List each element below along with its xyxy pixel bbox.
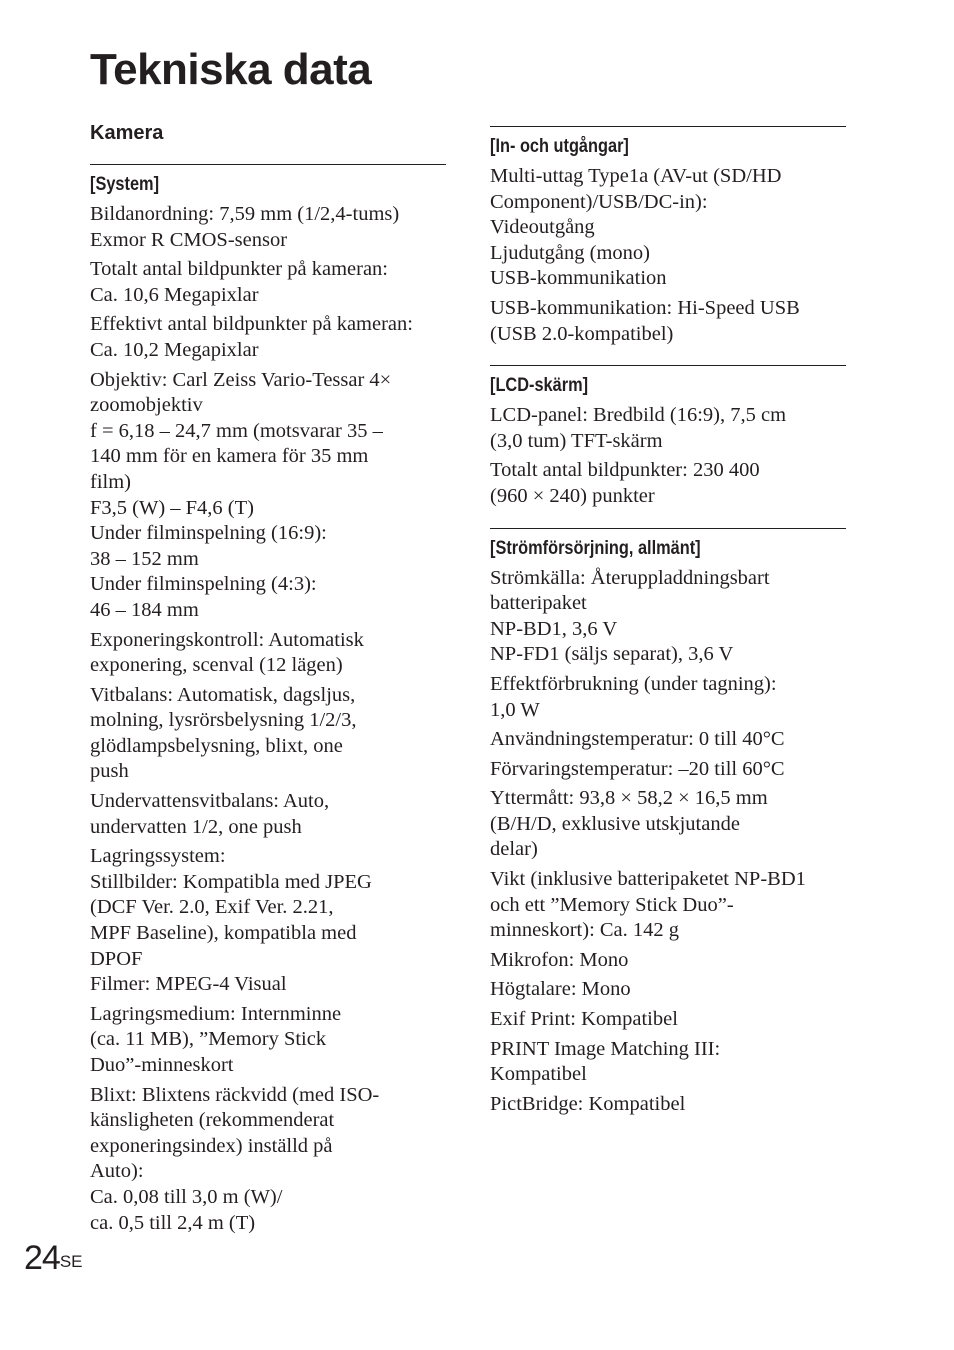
- spec-line: f = 6,18 – 24,7 mm (motsvarar 35 –: [90, 419, 383, 442]
- spec-line: 140 mm för en kamera för 35 mm: [90, 445, 369, 468]
- spec-line: Effektivt antal bildpunkter på kameran:: [90, 313, 413, 336]
- page-number-value: 24: [24, 1239, 60, 1277]
- spec-line: Förvaringstemperatur: –20 till 60°C: [490, 757, 785, 780]
- spec-line: NP-BD1, 3,6 V: [490, 617, 618, 640]
- spec-line: Objektiv: Carl Zeiss Vario-Tessar 4×: [90, 368, 392, 391]
- page-number-suffix: SE: [59, 1252, 83, 1271]
- spec-entry: [490, 948, 846, 974]
- spec-line: Högtalare: Mono: [490, 978, 631, 1001]
- spec-line: batteripaket: [490, 592, 587, 615]
- spec-line: (DCF Ver. 2.0, Exif Ver. 2.21,: [90, 896, 334, 919]
- spec-line: NP-FD1 (säljs separat), 3,6 V: [490, 643, 734, 666]
- spec-entry: [90, 1083, 446, 1237]
- spec-line: (ca. 11 MB), ”Memory Stick: [90, 1028, 327, 1051]
- spec-line: Blixt: Blixtens räckvidd (med ISO-: [90, 1083, 380, 1106]
- spec-line: Vitbalans: Automatisk, dagsljus,: [90, 683, 356, 706]
- spec-entry: [490, 672, 846, 723]
- spec-line: Stillbilder: Kompatibla med JPEG: [90, 870, 372, 893]
- spec-line: Duo”-minneskort: [90, 1054, 234, 1076]
- spec-line: DPOF: [90, 947, 143, 970]
- spec-entry: [90, 844, 446, 998]
- section-heading: [Strömförsörjning, allmänt]: [490, 537, 701, 559]
- spec-line: och ett ”Memory Stick Duo”-: [490, 893, 734, 916]
- spec-line: USB-kommunikation: [490, 267, 667, 290]
- spec-line: glödlampsbelysning, blixt, one: [90, 734, 343, 757]
- spec-entry: [490, 566, 846, 668]
- spec-entry: [490, 403, 846, 454]
- spec-entry: [90, 257, 446, 308]
- page-number: [24, 1234, 83, 1282]
- spec-line: film): [90, 470, 131, 493]
- spec-line: Mikrofon: Mono: [490, 948, 629, 971]
- spec-line: Totalt antal bildpunkter på kameran:: [90, 258, 388, 281]
- spec-line: Under filminspelning (16:9):: [90, 522, 327, 545]
- spec-line: F3,5 (W) – F4,6 (T): [90, 496, 254, 519]
- spec-line: 1,0 W: [490, 698, 540, 721]
- spec-entry: [490, 867, 846, 944]
- right-sections: [490, 126, 846, 1117]
- spec-line: (B/H/D, exklusive utskjutande: [490, 812, 740, 835]
- spec-line: Auto):: [90, 1160, 144, 1183]
- spec-line: Ca. 10,6 Megapixlar: [90, 283, 259, 306]
- spec-line: push: [90, 760, 129, 783]
- spec-section: [490, 528, 846, 1118]
- spec-line: Kompatibel: [490, 1063, 587, 1086]
- left-sections: [90, 164, 446, 1236]
- spec-line: (960 × 240) punkter: [490, 484, 655, 507]
- spec-line: minneskort): Ca. 142 g: [490, 919, 680, 942]
- spec-entry: [490, 164, 846, 292]
- spec-entry: [490, 757, 846, 783]
- section-heading: [LCD-skärm]: [490, 375, 589, 397]
- spec-line: Exmor R CMOS-sensor: [90, 228, 288, 251]
- spec-entry: [490, 1007, 846, 1033]
- spec-section: [490, 365, 846, 509]
- spec-entry: [90, 789, 446, 840]
- spec-line: Ca. 10,2 Megapixlar: [90, 338, 259, 361]
- spec-line: Totalt antal bildpunkter: 230 400: [490, 459, 760, 482]
- spec-line: Undervattensvitbalans: Auto,: [90, 790, 330, 813]
- spec-line: Vikt (inklusive batteripaketet NP-BD1: [490, 868, 806, 891]
- spec-entry: [490, 296, 846, 347]
- spec-line: Yttermått: 93,8 × 58,2 × 16,5 mm: [490, 787, 768, 810]
- spec-entry: [490, 1037, 846, 1088]
- spec-line: exponeringsindex) inställd på: [90, 1134, 333, 1157]
- spec-entry: [490, 977, 846, 1003]
- spec-line: Videoutgång: [490, 216, 595, 239]
- spec-entry: [90, 202, 446, 253]
- spec-line: 38 – 152 mm: [90, 547, 199, 570]
- spec-entry: [90, 1002, 446, 1079]
- spec-entry: [490, 727, 846, 753]
- spec-line: Lagringssystem:: [90, 845, 226, 868]
- spec-line: Effektförbrukning (under tagning):: [490, 672, 777, 695]
- spec-line: zoomobjektiv: [90, 394, 203, 417]
- spec-line: Bildanordning: 7,59 mm (1/2,4-tums): [90, 203, 400, 225]
- spec-line: Strömkälla: Återuppladdningsbart: [490, 566, 770, 589]
- spec-section: [90, 164, 446, 1236]
- spec-line: Lagringsmedium: Internminne: [90, 1002, 342, 1025]
- section-heading: [In- och utgångar]: [490, 136, 629, 157]
- spec-line: Component)/USB/DC-in):: [490, 190, 708, 213]
- spec-entry: [90, 312, 446, 363]
- spec-line: LCD-panel: Bredbild (16:9), 7,5 cm: [490, 404, 787, 427]
- spec-line: Exif Print: Kompatibel: [490, 1008, 678, 1031]
- spec-section: [490, 126, 846, 347]
- spec-line: USB-kommunikation: Hi-Speed USB: [490, 296, 800, 319]
- spec-line: känsligheten (rekommenderat: [90, 1109, 335, 1132]
- spec-line: ca. 0,5 till 2,4 m (T): [90, 1211, 256, 1234]
- spec-entry: [90, 683, 446, 785]
- spec-line: PictBridge: Kompatibel: [490, 1092, 686, 1115]
- spec-entry: [90, 368, 446, 624]
- page-title: Tekniska data: [90, 45, 372, 94]
- spec-line: Ca. 0,08 till 3,0 m (W)/: [90, 1185, 283, 1208]
- right-column: [490, 126, 846, 1121]
- spec-line: undervatten 1/2, one push: [90, 815, 302, 838]
- spec-line: Multi-uttag Type1a (AV-ut (SD/HD: [490, 165, 782, 187]
- spec-entry: [490, 458, 846, 509]
- spec-entry: [490, 786, 846, 863]
- spec-line: Användningstemperatur: 0 till 40°C: [490, 728, 785, 751]
- section-subtitle: Kamera: [90, 122, 164, 144]
- left-column: [90, 120, 446, 1240]
- spec-line: Exponeringskontroll: Automatisk: [90, 628, 364, 651]
- spec-entry: [490, 1092, 846, 1118]
- spec-line: (USB 2.0-kompatibel): [490, 322, 674, 345]
- spec-line: MPF Baseline), kompatibla med: [90, 922, 357, 945]
- spec-line: molning, lysrörsbelysning 1/2/3,: [90, 709, 357, 732]
- spec-line: exponering, scenval (12 lägen): [90, 654, 343, 677]
- spec-entry: [90, 628, 446, 679]
- spec-line: Under filminspelning (4:3):: [90, 573, 317, 596]
- spec-line: 46 – 184 mm: [90, 598, 199, 621]
- spec-line: delar): [490, 838, 538, 861]
- spec-line: (3,0 tum) TFT-skärm: [490, 429, 663, 452]
- spec-line: Ljudutgång (mono): [490, 241, 650, 264]
- spec-line: PRINT Image Matching III:: [490, 1037, 721, 1060]
- spec-line: Filmer: MPEG-4 Visual: [90, 973, 287, 996]
- section-heading: [System]: [90, 174, 160, 195]
